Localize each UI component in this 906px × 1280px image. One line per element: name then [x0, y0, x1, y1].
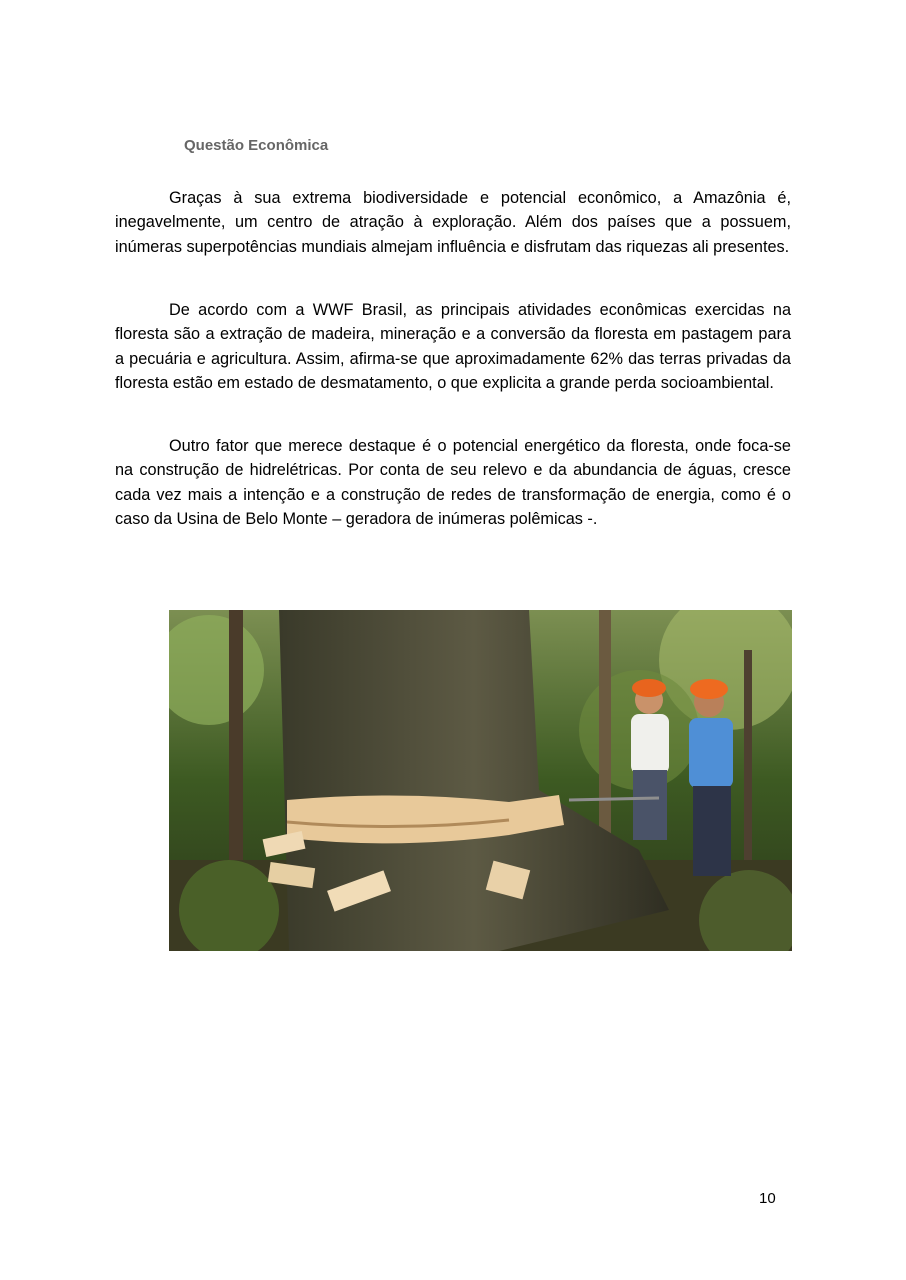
section-heading: Questão Econômica [184, 137, 329, 154]
paragraph-economic-activities: De acordo com a WWF Brasil, as principais atividades econômicas exercidas na floresta são a extração de madeira, mineração e a conversão da floresta em pastagem para a pecuária e agricultura. Assim, afirma-se que aproximadamente 62% das terras privadas da floresta estão em estado de desmatamento, o que explicita a grande perda socioambiental. [115, 301, 791, 392]
paragraph-biodiversity: Graças à sua extrema biodiversidade e potencial econômico, a Amazônia é, inegavelmente, um centro de atração à exploração. Além dos países que a possuem, inúmeras superpotências mundiais almejam influência e disfrutam das riquezas ali presentes. [115, 189, 791, 256]
paragraph-energy: Outro fator que merece destaque é o potencial energético da floresta, onde foca-se na construção de hidrelétricas. Por conta de seu relevo e da abundancia de águas, cresce cada vez mais a intenção e a construção de redes de transformação de energia, como é o caso da Usina de Belo Monte – geradora de inúmeras polêmicas -. [115, 437, 791, 528]
photo-illustration [169, 610, 792, 951]
forest-logging-photo [169, 610, 792, 951]
page-number: 10 [759, 1190, 776, 1207]
